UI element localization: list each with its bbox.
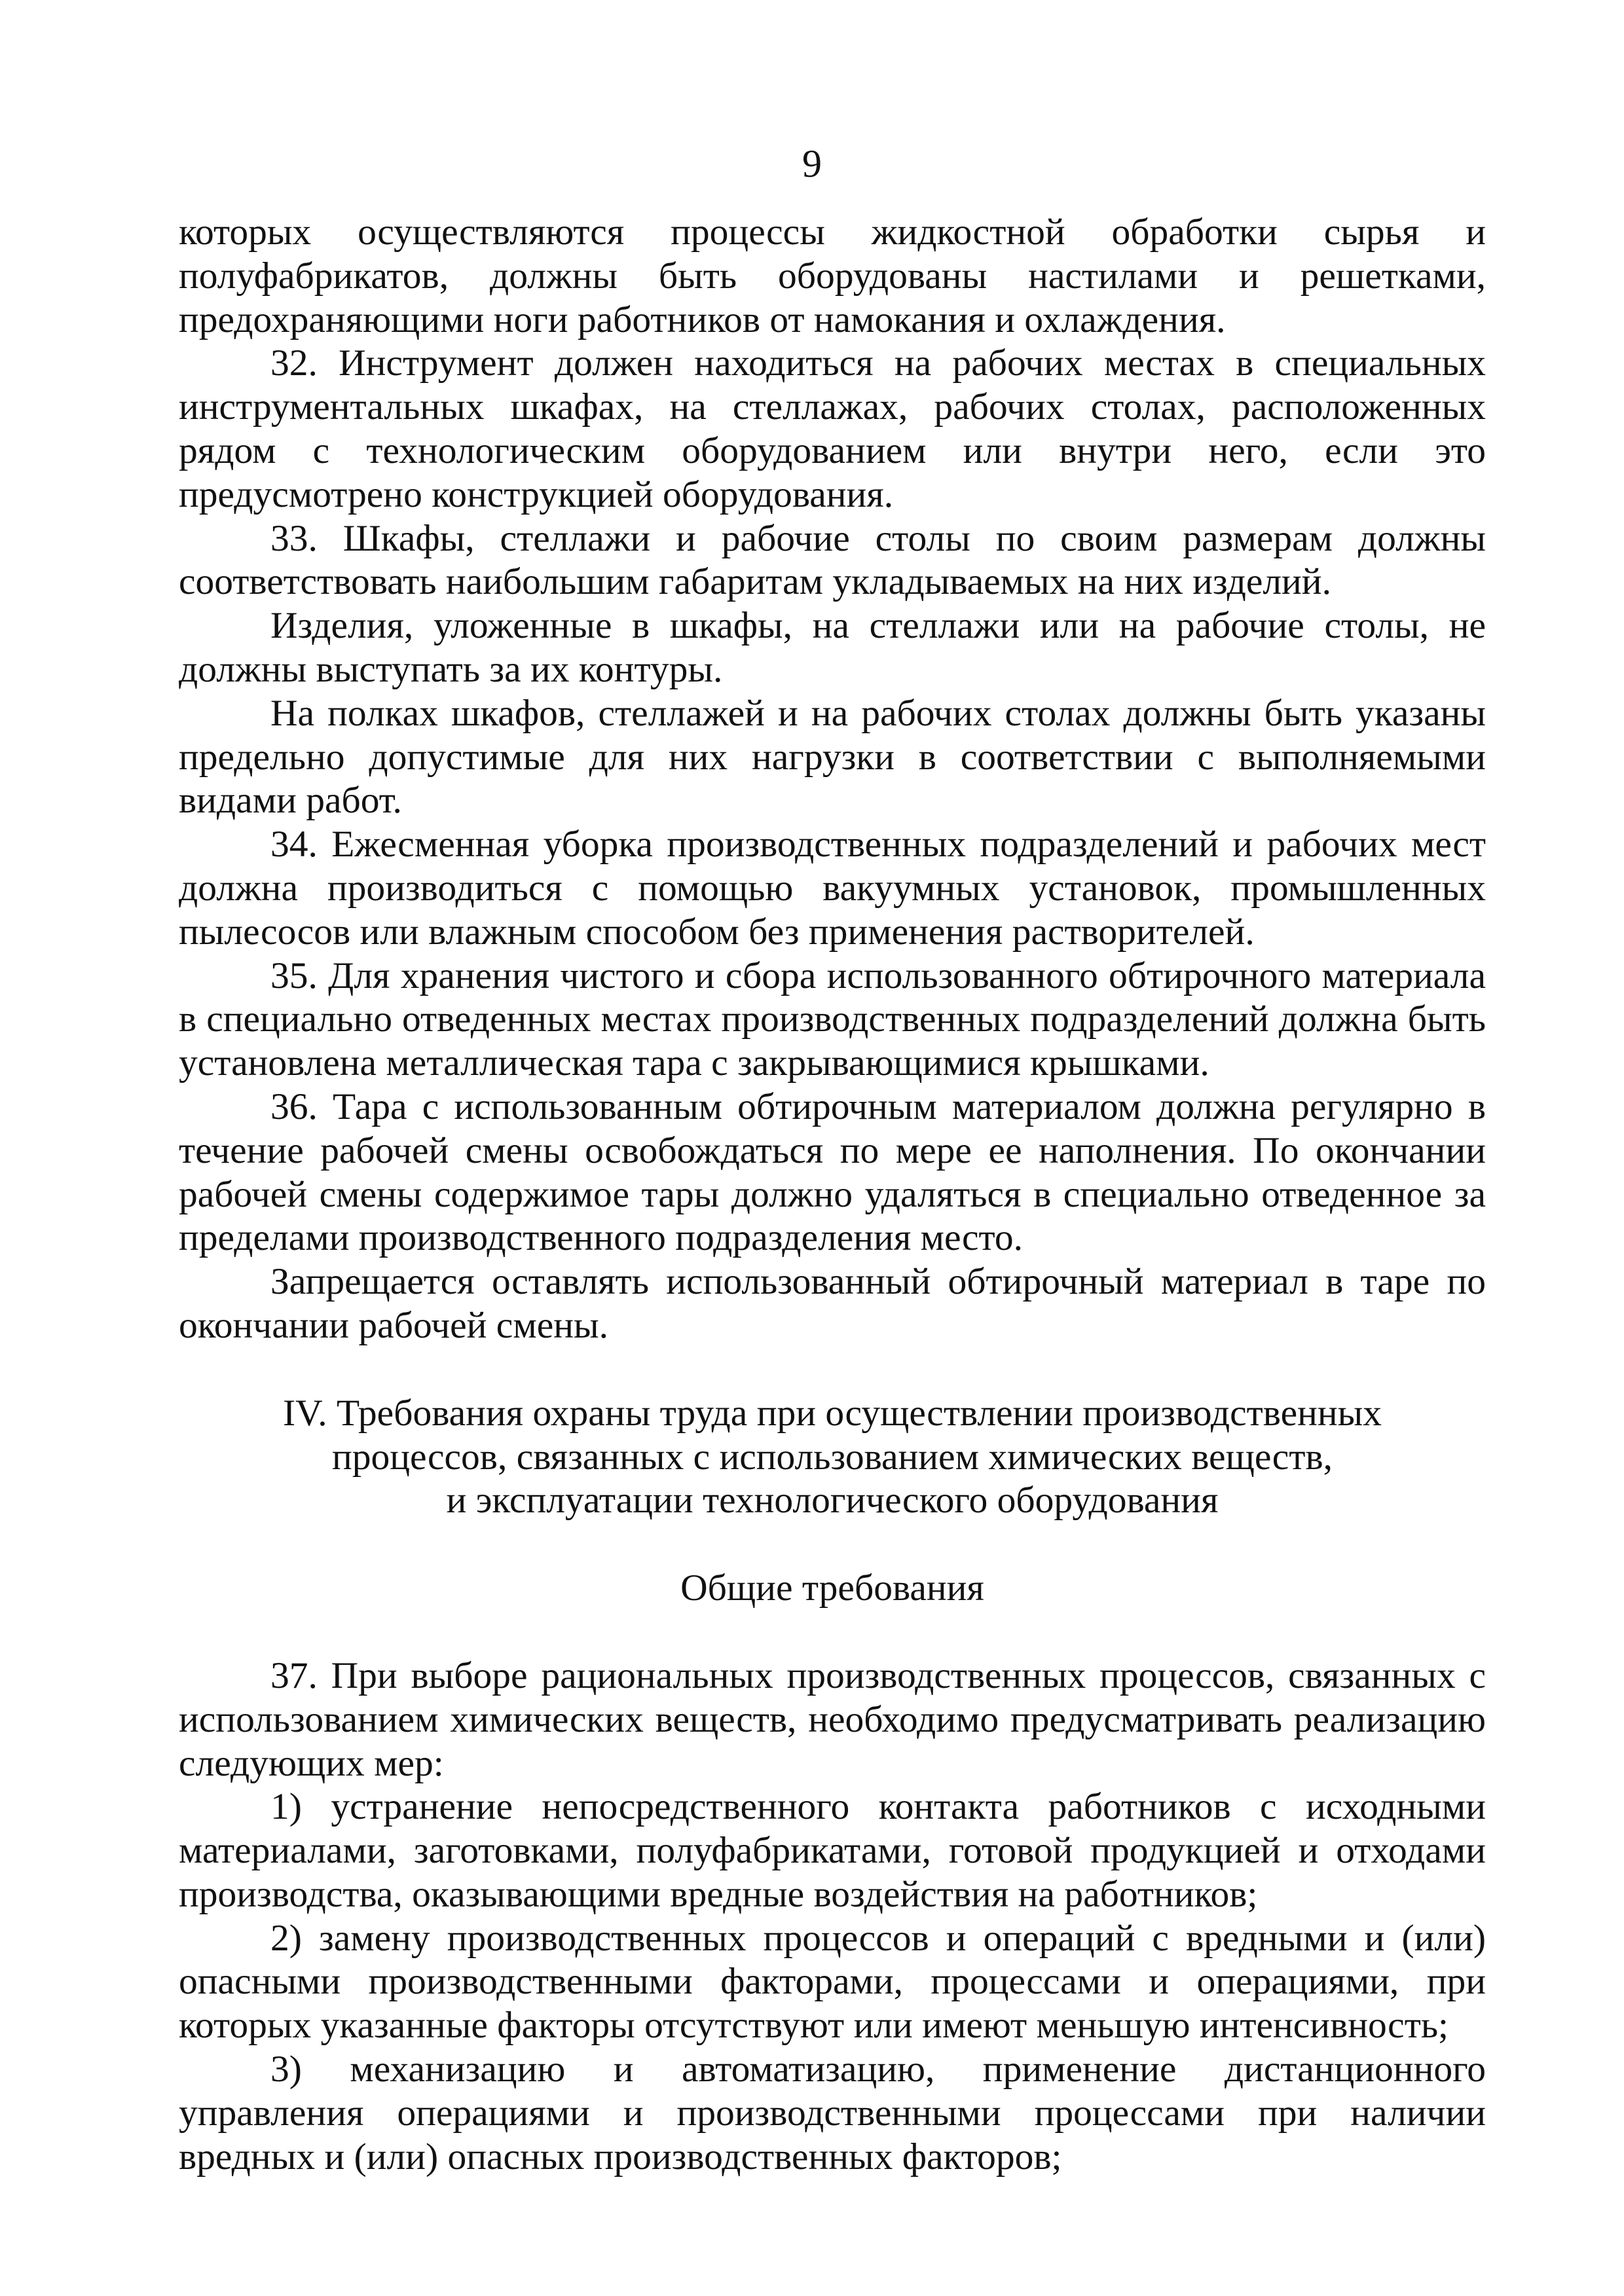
paragraph-31-continuation: которых осуществляются процессы жидкостной обработки сырья и полуфабрикатов, должны быть оборудованы настилами и решетками, предохраняющими ноги работников от намокания и охлаждения. xyxy=(179,211,1486,340)
page-number: 9 xyxy=(802,142,822,185)
list-item-1: 1) устранение непосредственного контакта работников с исходными материалами, заготовками, полуфабрикатами, готовой продукцией и отходами производства, оказывающими вредные воздействия на работников; xyxy=(179,1786,1486,1915)
subsection-heading: Общие требования xyxy=(680,1567,984,1609)
list-item-3: 3) механизацию и автоматизацию, применение дистанционного управления операциями и производственными процессами при наличии вредных и (или) опасных производственных факторов; xyxy=(179,2049,1486,2178)
section-heading-line-3: и эксплуатации технологического оборудования xyxy=(446,1480,1219,1522)
section-heading xyxy=(179,1392,1486,1523)
paragraph-33-items: Изделия, уложенные в шкафы, на стеллажи или на рабочие столы, не должны выступать за их контуры. xyxy=(179,605,1486,690)
paragraph-37: 37. При выборе рациональных производственных процессов, связанных с использованием химических веществ, необходимо предусматривать реализацию следующих мер: xyxy=(179,1654,1486,1784)
paragraph-33-shelves: На полках шкафов, стеллажей и на рабочих столах должны быть указаны предельно допустимые для них нагрузки в соответствии с выполняемыми видами работ. xyxy=(179,692,1486,822)
section-heading-line-2: процессов, связанных с использованием химических веществ, xyxy=(332,1436,1333,1478)
section-heading-line-1: IV. Требования охраны труда при осуществлении производственных xyxy=(282,1392,1382,1434)
paragraph-36-prohibition: Запрещается оставлять использованный обтирочный материал в таре по окончании рабочей смены. xyxy=(179,1261,1486,1346)
paragraph-34: 34. Ежесменная уборка производственных подразделений и рабочих мест должна производиться с помощью вакуумных установок, промышленных пылесосов или влажным способом без применения растворителей. xyxy=(179,824,1486,953)
paragraph-32: 32. Инструмент должен находиться на рабочих местах в специальных инструментальных шкафах, на стеллажах, рабочих столах, расположенных рядом с технологическим оборудованием или внутри него, если это предусмотрено конструкцией оборудования. xyxy=(179,342,1486,515)
paragraph-36: 36. Тара с использованным обтирочным материалом должна регулярно в течение рабочей смены освобождаться по мере ее наполнения. По окончании рабочей смены содержимое тары должно удаляться в специально отведенное за пределами производственного подразделения место. xyxy=(179,1085,1486,1259)
list-item-2: 2) замену производственных процессов и операций с вредными и (или) опасными производственными факторами, процессами и операциями, при которых указанные факторы отсутствуют или имеют меньшую интенсивность; xyxy=(179,1917,1486,2047)
paragraph-35: 35. Для хранения чистого и сбора использованного обтирочного материала в специально отведенных местах производственных подразделений должна быть установлена металлическая тара с закрывающимися крышками. xyxy=(179,955,1486,1084)
document-body xyxy=(179,211,1486,2179)
paragraph-33: 33. Шкафы, стеллажи и рабочие столы по своим размерам должны соответствовать наибольшим габаритам укладываемых на них изделий. xyxy=(179,517,1486,603)
